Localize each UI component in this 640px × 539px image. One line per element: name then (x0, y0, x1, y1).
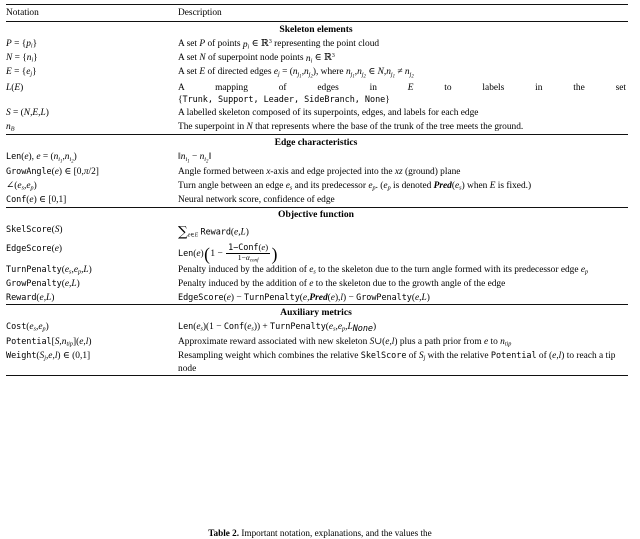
row-notation: $Cost(e_s,e_p)$ (6, 322, 49, 334)
page-root (0, 4, 640, 539)
row-notation: $TurnPenalty(e_s,e_p,L)$ (6, 265, 92, 276)
row-description: Neural network score, confidence of edge (178, 194, 335, 205)
row-notation: $\angle(e_s,e_p)$ (6, 179, 37, 192)
table-row (6, 291, 628, 305)
section-divider (6, 22, 628, 38)
table-row (6, 335, 628, 349)
section-header-edge-characteristics: Edge characteristics (6, 135, 628, 151)
table-header-row (6, 5, 628, 22)
row-description-line-justified: A mapping of edges in E to labels in the set (178, 82, 626, 93)
table-row (6, 166, 628, 179)
table-caption (0, 528, 640, 538)
row-description: Angle formed between x-axis and edge projected into the xz (ground) plane (178, 167, 461, 178)
table-row (6, 278, 628, 291)
row-description: $\sum_{e\in E}$ Reward(e,L) (178, 223, 249, 240)
table-row (6, 120, 628, 134)
caption-label: Table 2. (208, 528, 240, 538)
table-row (6, 179, 628, 193)
row-notation: Reward(e,L) (6, 292, 55, 303)
row-notation: SkelScore(S) (6, 224, 63, 235)
table-row (6, 107, 628, 120)
row-notation: $Weight(S_j,e,l)$ ∈ (0,1] (6, 349, 178, 376)
row-description: A set N of superpoint node points $n_i$ ∈ ℝ$^3$ (178, 52, 335, 65)
table-row (6, 264, 628, 278)
table-row (6, 193, 628, 207)
row-description: Resampling weight which combines the relative SkelScore of $S_j$ with the relative Potential of (e,l) to reach a tip node (178, 349, 628, 376)
row-description: A labelled skeleton composed of its superpoints, edges, and labels for each edge (178, 108, 479, 119)
table-row (6, 321, 628, 336)
row-description-line-labelset: {Trunk, Support, Leader, SideBranch, None} (178, 95, 390, 105)
table-row (6, 66, 628, 81)
row-notation: Conf(e) ∈ [0,1] (6, 194, 67, 205)
caption-text: Important notation, explanations, and the values the (241, 528, 432, 538)
row-description: Penalty induced by the addition of $e_s$ to the skeleton due to the turn angle formed with its predecessor edge $e_p$ (178, 265, 589, 276)
row-notation: $P = \{p_i\}$ (6, 39, 38, 50)
table-row (6, 349, 628, 376)
table-row (6, 151, 628, 166)
row-description: The superpoint in N that represents where the base of the trunk of the tree meets the ground. (178, 121, 524, 132)
row-description: Penalty induced by the addition of e to the skeleton due to the growth angle of the edge (178, 279, 506, 290)
section-header-objective-function: Objective function (6, 207, 628, 223)
section-header-skeleton-elements: Skeleton elements (6, 22, 628, 38)
section-divider (6, 305, 628, 321)
row-notation: $E = \{e_j\}$ (6, 67, 37, 79)
row-description: EdgeScore(e) − TurnPenalty(e,Pred(e),l) − GrowPenalty(e,L) (178, 292, 430, 303)
row-notation: $Potential[S,n_{tip}](e,l)$ (6, 337, 92, 348)
row-description: Turn angle between an edge $e_s$ and its predecessor $e_p$. ($e_p$ is denoted $Pred(e_s)$ when E is fixed.) (178, 180, 532, 192)
row-description: $‖n_{i_1}$ − $n_{i_2}‖$ (178, 151, 212, 164)
row-notation: $N = \{n_i\}$ (6, 53, 38, 64)
row-description: Approximate reward associated with new skeleton S∪(e,l) plus a path prior from e to $n_{tip}$ (178, 337, 512, 348)
table-row (6, 242, 628, 264)
row-notation: S = (N,E,L) (6, 108, 49, 119)
table-row (6, 223, 628, 242)
table-row (6, 38, 628, 52)
section-divider (6, 207, 628, 223)
row-notation: GrowAngle(e) ∈ [0,π/2] (6, 167, 99, 178)
row-notation: $n_B$ (6, 121, 15, 133)
row-notation: GrowPenalty(e,L) (6, 279, 80, 290)
row-description: Len(e)(1 − $\frac{\text{1−Conf(e)}}{1-\alpha_{conf}}$ ) (178, 241, 278, 265)
table-row (6, 52, 628, 66)
row-notation: Len(e), $e = (n_{i_1},n_{i_2})$ (6, 152, 77, 164)
notation-table (6, 4, 628, 376)
column-header-description: Description (178, 5, 628, 22)
row-notation: L(E) (6, 82, 24, 93)
row-description: A set P of points $p_i$ ∈ ℝ$^3$ representing the point cloud (178, 38, 380, 51)
row-description: $Len(e_s)(1$ − $Conf(e_s)$) + $TurnPenalty(e_s,e_p,L_{None})$ (178, 322, 377, 334)
row-notation: EdgeScore(e) (6, 243, 63, 254)
section-header-auxiliary-metrics: Auxiliary metrics (6, 305, 628, 321)
row-description: A set E of directed edges $e_j = (n_{j_1},n_{j_2})$, where $n_{j_1},n_{j_2}$ ∈ $N,n_{j_1} \ne n_{j_2}$ (178, 67, 414, 80)
table-row (6, 81, 628, 107)
column-header-notation: Notation (6, 5, 178, 22)
row-description (178, 81, 628, 107)
section-divider (6, 135, 628, 151)
